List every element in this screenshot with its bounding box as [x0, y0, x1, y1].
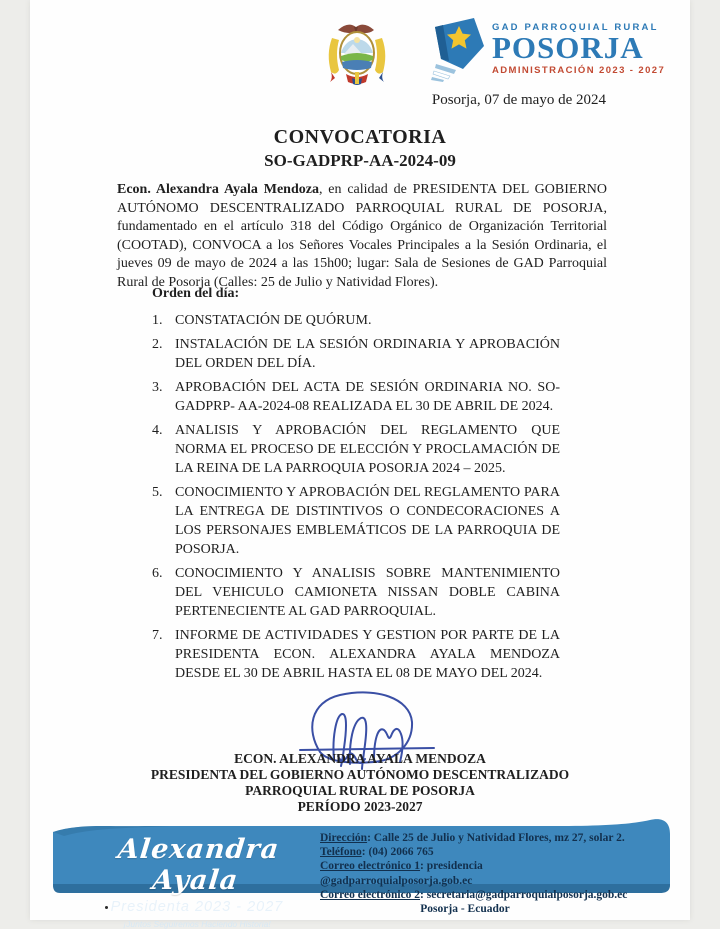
agenda-item	[152, 626, 560, 683]
agenda-heading: Orden del día:	[152, 286, 240, 301]
agenda-item-number: 2.	[152, 337, 163, 352]
agenda-item-text: APROBACIÓN DEL ACTA DE SESIÓN ORDINARIA NO. SO-GADPRP- AA-2024-08 REALIZADA EL 30 DE ABRIL DE 2024.	[175, 380, 560, 414]
agenda-item	[152, 311, 560, 330]
title-reference-code: SO-GADPRP-AA-2024-09	[264, 151, 456, 170]
footer-signature-block	[92, 834, 302, 929]
contact-email-1-value: : presidencia @gadparroquialposorja.gob.ec	[320, 860, 483, 887]
contact-email-1-label: Correo electrónico 1	[320, 860, 421, 873]
contact-email-2	[320, 888, 635, 902]
logo-tagline: GAD PARROQUIAL RURAL	[492, 22, 659, 33]
agenda-item-number: 6.	[152, 566, 163, 581]
agenda-item-number: 1.	[152, 313, 163, 328]
signatory-title-line1: PRESIDENTA DEL GOBIERNO AUTÓNOMO DESCENTRALIZADO	[150, 767, 570, 782]
agenda-item	[152, 421, 560, 478]
agenda-item-text: CONOCIMIENTO Y APROBACIÓN DEL REGLAMENTO PARA LA ENTREGA DE DISTINTIVOS O CONDECORACIONES A LOS PERSONAJES EMBLEMÁTICOS DE LA PARROQUIA DE POSORJA.	[175, 485, 560, 557]
agenda-item-number: 7.	[152, 628, 163, 643]
title-convocatoria: CONVOCATORIA	[273, 126, 447, 148]
footer-script-name: Alexandra Ayala	[116, 834, 281, 896]
agenda-item	[152, 483, 560, 559]
signatory-block	[30, 751, 690, 815]
footer-location: Posorja - Ecuador	[420, 903, 510, 916]
agenda-item-number: 4.	[152, 423, 163, 438]
contact-phone-label: Teléfono	[320, 846, 362, 859]
agenda-item-text: ANALISIS Y APROBACIÓN DEL REGLAMENTO QUE NORMA EL PROCESO DE ELECCIÓN Y PROCLAMACIÓN DE LA REINA DE LA PARROQUIA POSORJA 2024 – 2025.	[175, 423, 560, 476]
agenda-item-number: 5.	[152, 485, 163, 500]
scan-artifact-dot	[105, 906, 108, 909]
posorja-logo	[428, 14, 665, 85]
contact-address	[320, 831, 635, 845]
footer-script-subtitle: Presidenta 2023 - 2027	[110, 899, 284, 915]
intro-paragraph	[117, 181, 607, 293]
footer-slogan: ¡Juntos Seguiremos Haciendo Historia!	[123, 919, 271, 929]
footer-ribbon	[50, 818, 672, 929]
agenda-item-text: CONSTATACIÓN DE QUÓRUM.	[175, 313, 372, 328]
document-date: Posorja, 07 de mayo de 2024	[431, 92, 606, 108]
agenda-item-text: INFORME DE ACTIVIDADES Y GESTION POR PARTE DE LA PRESIDENTA ECON. ALEXANDRA AYALA MENDOZA DESDE EL 30 DE ABRIL HASTA EL 08 DE MAYO DEL 2024.	[175, 628, 560, 681]
logo-name: POSORJA	[492, 30, 644, 65]
contact-address-label: Dirección	[320, 832, 368, 844]
agenda-item-text: INSTALACIÓN DE LA SESIÓN ORDINARIA Y APROBACIÓN DEL ORDEN DEL DÍA.	[175, 337, 560, 371]
signatory-name: ECON. ALEXANDRA AYALA MENDOZA	[234, 751, 486, 766]
footer-contact-block	[320, 831, 635, 916]
contact-email-2-value: : secretaria@gadparroquialposorja.gob.ec	[420, 888, 628, 901]
contact-address-value: : Calle 25 de Julio y Natividad Flores, mz 27, solar 2.	[367, 832, 625, 844]
agenda-item	[152, 378, 560, 416]
ecuador-coat-of-arms-icon	[322, 20, 392, 95]
contact-email-2-label: Correo electrónico 2	[320, 888, 421, 901]
document-title-block	[30, 126, 690, 171]
contact-email-1	[320, 859, 635, 887]
contact-phone	[320, 845, 635, 859]
intro-paragraph-text: , en calidad de PRESIDENTA DEL GOBIERNO AUTÓNOMO DESCENTRALIZADO PARROQUIAL RURAL DE POSORJA, fundamentado en el artículo 318 del Código Orgánico de Organización Territorial (COOTAD), CONVOCA a los Señores Vocales Principales a la Sesión Ordinaria, el jueves 09 de mayo de 2024 a las 15h00; lugar: Sala de Sesiones de GAD Parroquial Rural de Posorja (Calles: 25 de Julio y Natividad Flores).	[117, 182, 607, 290]
agenda-item	[152, 335, 560, 373]
agenda-item-number: 3.	[152, 380, 163, 395]
intro-author-name: Econ. Alexandra Ayala Mendoza	[117, 182, 319, 197]
agenda-item	[152, 564, 560, 621]
agenda-list	[152, 311, 560, 688]
posorja-star-pennant-icon	[428, 16, 488, 87]
signatory-title-line2: PARROQUIAL RURAL DE POSORJA	[245, 783, 475, 798]
signatory-period: PERÍODO 2023-2027	[297, 799, 423, 814]
agenda-item-text: CONOCIMIENTO Y ANALISIS SOBRE MANTENIMIENTO DEL VEHICULO CAMIONETA NISSAN DOBLE CABINA PERTENECIENTE AL GAD PARROQUIAL.	[175, 566, 560, 619]
contact-phone-value: : (04) 2066 765	[361, 846, 434, 859]
logo-administration: ADMINISTRACIÓN 2023 - 2027	[492, 65, 666, 76]
document-page	[30, 0, 690, 929]
